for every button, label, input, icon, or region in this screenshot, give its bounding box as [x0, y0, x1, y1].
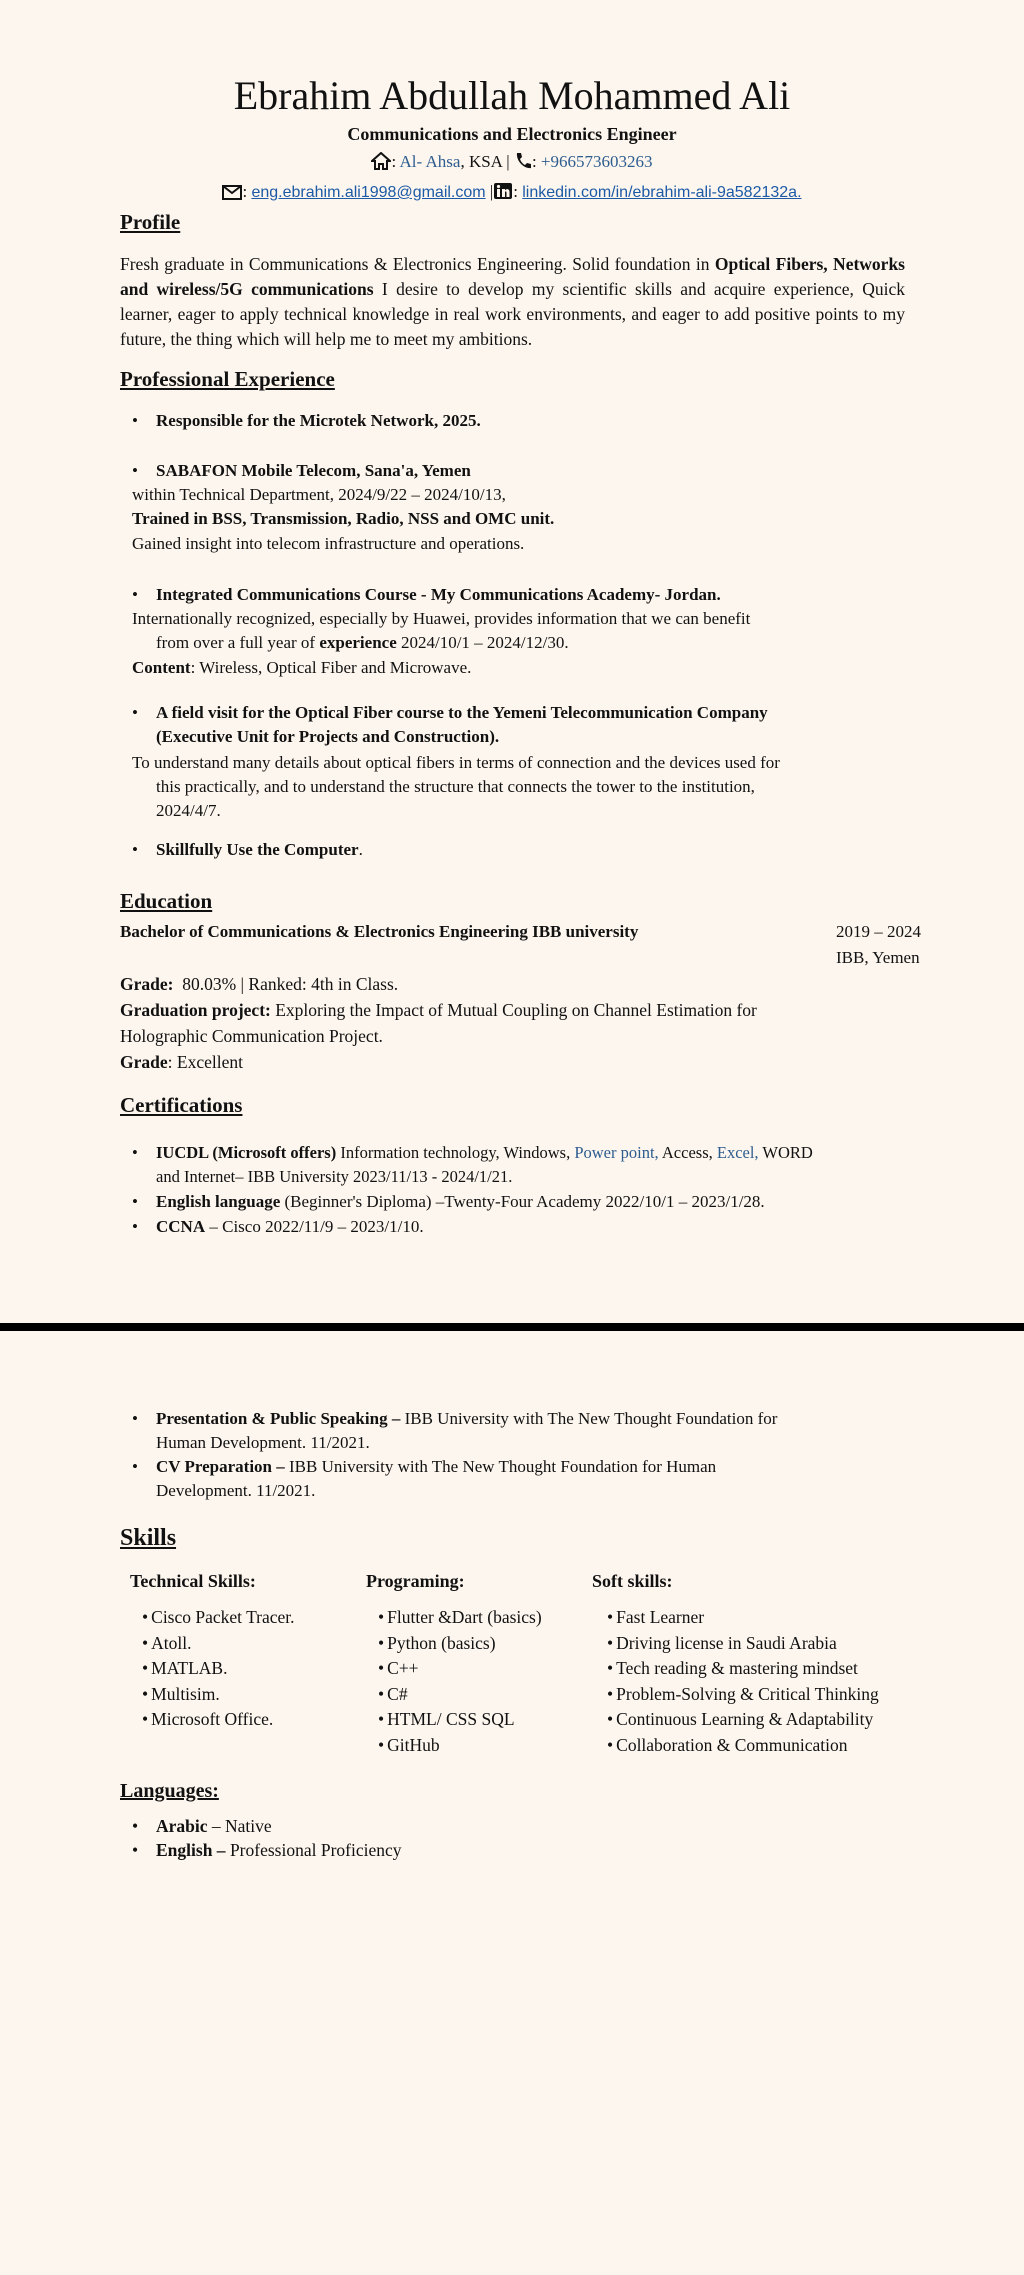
certifications-heading: Certifications [120, 1093, 243, 1117]
contact-line-1: : Al- Ahsa, KSA | : +966573603263 [0, 152, 1024, 175]
project-grade: Grade: Excellent [120, 1052, 243, 1072]
experience-item-sabafon: • SABAFON Mobile Telecom, Sana'a, Yemen [132, 461, 471, 480]
programming-title: Programing: [366, 1571, 465, 1591]
sabafon-line-2: Trained in BSS, Transmission, Radio, NSS and OMC unit. [132, 509, 555, 528]
experience-item-computer: • Skillfully Use the Computer. [132, 840, 363, 859]
sabafon-line-1: within Technical Department, 2024/9/22 – 2024/10/13, [132, 485, 506, 504]
programming-list [378, 1605, 542, 1758]
list-item: • C++ [378, 1656, 542, 1682]
profile-heading: Profile [120, 210, 181, 234]
profile-text: Fresh graduate in Communications & Electronics Engineering. Solid foundation in Optical Fibers, Networks and wireless/5G communications I desire to develop my scientific skills and acquire experience, Quick learner, eager to apply technical knowledge in real work environments, and eager to add positive points to my future, the thing which will help me to meet my ambitions. [120, 254, 905, 349]
graduation-project: Graduation project: Exploring the Impact of Mutual Coupling on Channel Estimation for [120, 1000, 757, 1020]
technical-skills-list [142, 1605, 295, 1733]
cert-iucdl: • IUCDL (Microsoft offers) Information technology, Windows, Power point, Access, Excel, WORD [132, 1143, 813, 1162]
cert-presentation: • Presentation & Public Speaking – IBB University with The New Thought Foundation for [132, 1409, 778, 1428]
list-item: • MATLAB. [142, 1656, 295, 1682]
course-line-1: Internationally recognized, especially by Huawei, provides information that we can benefit [132, 609, 751, 628]
list-item: • HTML/ CSS SQL [378, 1707, 542, 1733]
field-visit-line-2: this practically, and to understand the structure that connects the tower to the institution, [156, 777, 755, 796]
list-item: • Flutter &Dart (basics) [378, 1605, 542, 1631]
list-item: • Cisco Packet Tracer. [142, 1605, 295, 1631]
skills-heading: Skills [120, 1525, 177, 1551]
resume-page-2 [0, 1331, 1024, 2275]
list-item: • Collaboration & Communication [607, 1733, 879, 1759]
experience-heading: Professional Experience [120, 367, 335, 391]
country: KSA [468, 152, 503, 171]
list-item: • Python (basics) [378, 1631, 542, 1657]
cert-cv: • CV Preparation – IBB University with The New Thought Foundation for Human [132, 1457, 717, 1476]
list-item: • GitHub [378, 1733, 542, 1759]
list-item: • Problem-Solving & Critical Thinking [607, 1682, 879, 1708]
technical-skills-title: Technical Skills: [130, 1571, 256, 1591]
location: Al- Ahsa [399, 152, 461, 171]
grade-line: Grade: 80.03% | Ranked: 4th in Class. [120, 974, 399, 994]
list-item: • Continuous Learning & Adaptability [607, 1707, 879, 1733]
degree-location: IBB, Yemen [836, 948, 920, 967]
list-item: • Tech reading & mastering mindset [607, 1656, 879, 1682]
phone-icon [514, 152, 532, 175]
home-icon [371, 152, 391, 175]
list-item: • Atoll. [142, 1631, 295, 1657]
list-item: • Multisim. [142, 1682, 295, 1708]
list-item: • C# [378, 1682, 542, 1708]
linkedin-icon [493, 182, 513, 205]
cert-presentation-line-2: Human Development. 11/2021. [156, 1433, 370, 1452]
field-visit-line-1: To understand many details about optical fibers in terms of connection and the devices used for [132, 753, 780, 772]
cert-iucdl-line-2: and Internet– IBB University 2023/11/13 - 2024/1/21. [156, 1167, 513, 1186]
education-heading: Education [120, 889, 213, 913]
graduation-project-2: Holographic Communication Project. [120, 1026, 383, 1046]
soft-skills-title: Soft skills: [592, 1571, 673, 1591]
experience-item-field-visit: • A field visit for the Optical Fiber course to the Yemeni Telecommunication Company [132, 703, 768, 722]
sabafon-line-3: Gained insight into telecom infrastructure and operations. [132, 534, 525, 553]
linkedin-link[interactable]: linkedin.com/in/ebrahim-ali-9a582132a. [522, 184, 802, 201]
cert-ccna: • CCNA – Cisco 2022/11/9 – 2023/1/10. [132, 1217, 424, 1236]
contact-line-2: : eng.ebrahim.ali1998@gmail.com | : linkedin.com/in/ebrahim-ali-9a582132a. [0, 182, 1024, 205]
course-line-2: from over a full year of experience 2024/10/1 – 2024/12/30. [156, 633, 569, 652]
soft-skills-list [607, 1605, 879, 1758]
job-title: Communications and Electronics Engineer [347, 124, 677, 144]
field-visit-title-2: (Executive Unit for Projects and Construction). [156, 727, 500, 746]
candidate-name: Ebrahim Abdullah Mohammed Ali [233, 73, 791, 118]
cert-cv-line-2: Development. 11/2021. [156, 1481, 316, 1500]
course-content: Content: Wireless, Optical Fiber and Microwave. [132, 658, 472, 677]
field-visit-line-3: 2024/4/7. [156, 801, 221, 820]
languages-heading: Languages: [120, 1780, 219, 1802]
page-divider [0, 1323, 1024, 1331]
list-item: • Driving license in Saudi Arabia [607, 1631, 879, 1657]
experience-item-microtek: • Responsible for the Microtek Network, 2025. [132, 411, 481, 430]
email-link[interactable]: eng.ebrahim.ali1998@gmail.com [251, 184, 486, 201]
degree-years: 2019 – 2024 [836, 922, 921, 941]
cert-english: • English language (Beginner's Diploma) –Twenty-Four Academy 2022/10/1 – 2023/1/28. [132, 1192, 765, 1211]
list-item: • Microsoft Office. [142, 1707, 295, 1733]
degree: Bachelor of Communications & Electronics Engineering IBB university [120, 922, 639, 941]
phone-number[interactable]: +966573603263 [540, 152, 653, 171]
languages-list [132, 1814, 402, 1862]
language-arabic: • Arabic – Native [132, 1814, 402, 1838]
language-english: • English – Professional Proficiency [132, 1838, 402, 1862]
list-item: • Fast Learner [607, 1605, 879, 1631]
experience-item-course: • Integrated Communications Course - My Communications Academy- Jordan. [132, 585, 721, 604]
envelope-icon [222, 185, 242, 205]
